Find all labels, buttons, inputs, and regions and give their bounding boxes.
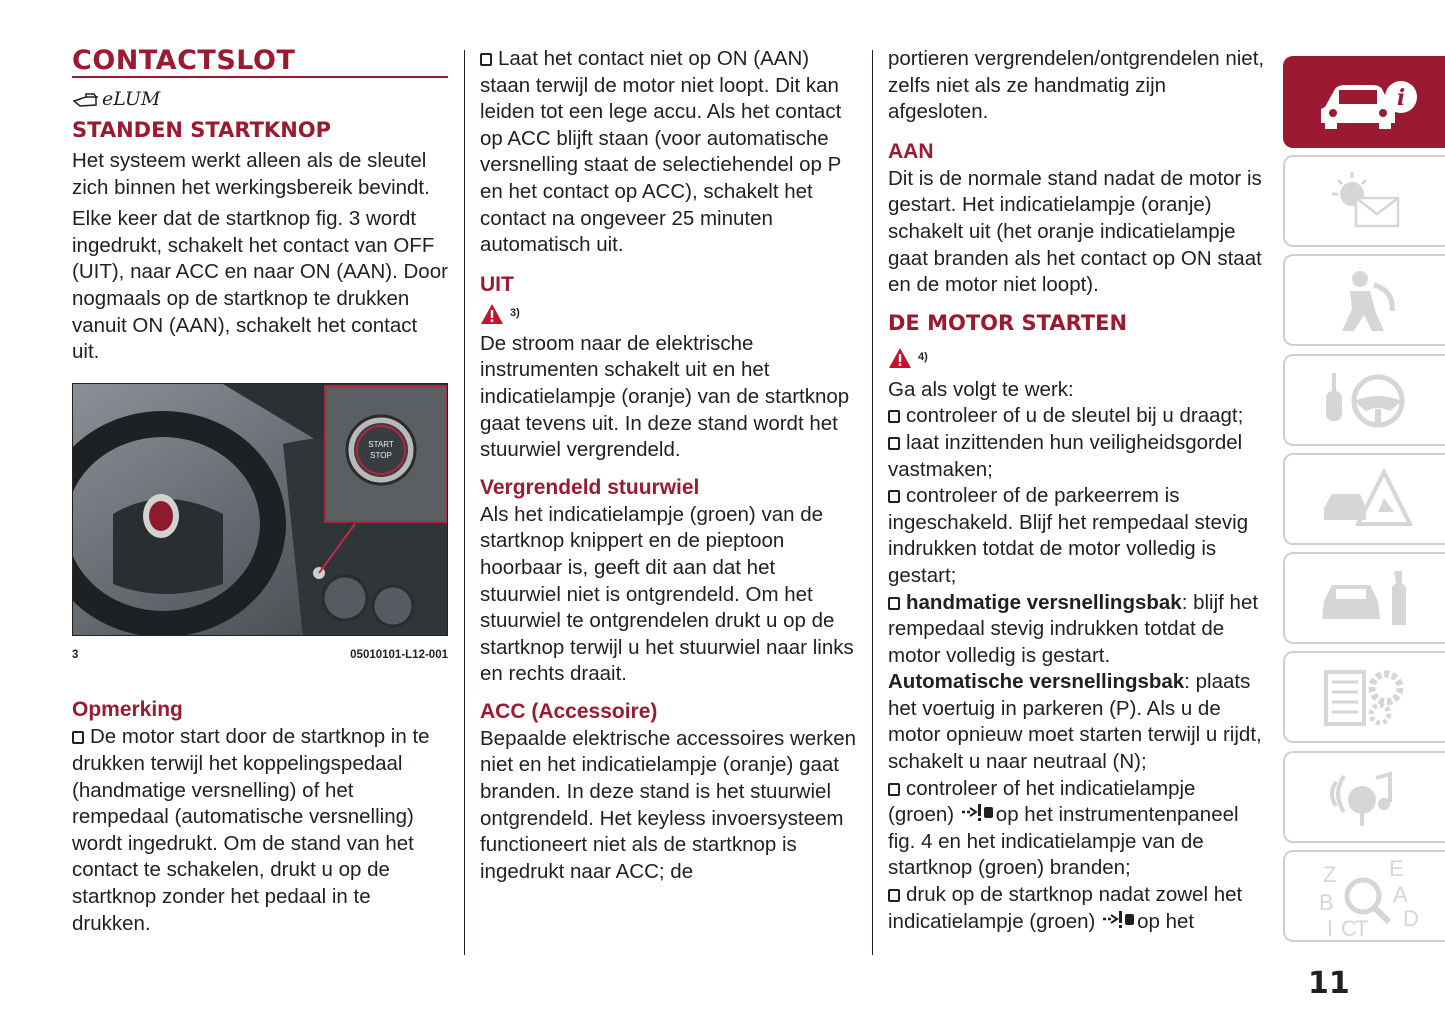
figure-code: 05010101-L12-001 — [350, 648, 448, 661]
checkbox-bullet-icon — [888, 437, 900, 450]
warning-ref-number: 3) — [510, 307, 520, 320]
warning-ref — [888, 343, 1266, 373]
list-item-text: : blijf het rempedaal stevig indrukken totdat de motor volledig is gestart. — [888, 590, 1259, 667]
section-vergrendeld-stuurwiel: Vergrendeld stuurwiel — [480, 475, 700, 499]
list-item-text: druk op de startknop nadat zowel het indicatielampje (groen) — [888, 883, 1243, 933]
tab-starting-driving[interactable] — [1283, 354, 1445, 446]
list-item-text: op het — [1137, 909, 1195, 933]
index-letter: T — [1355, 916, 1369, 936]
section-uit: UIT — [480, 272, 514, 296]
list-item — [888, 483, 1266, 589]
button-label-stop: STOP — [370, 450, 392, 460]
airbag-icon — [1310, 265, 1420, 335]
list-item — [888, 776, 1266, 882]
list-item — [888, 403, 1266, 430]
tab-specifications[interactable] — [1283, 651, 1445, 743]
lights-message-icon — [1310, 166, 1420, 236]
paragraph: Dit is de normale stand nadat de motor is gestart. Het indicatielampje (oranje) schakelt uit (het oranje indicatielampje gaat branden als het contact op ON staat en de motor niet loopt). — [888, 166, 1262, 297]
key-steering-icon — [1310, 365, 1420, 435]
warning-ref — [480, 299, 860, 329]
immobilizer-key-icon — [1101, 909, 1137, 931]
index-letter: Z — [1323, 862, 1337, 887]
tab-maintenance[interactable] — [1283, 552, 1445, 644]
column-divider — [464, 50, 465, 955]
paragraph-text: Laat het contact niet op ON (AAN) staan terwijl de motor niet loopt. Dit kan leiden tot een lege accu. Als het contact op ACC blijft staan (voor automatische versnelling staat de selectiehendel op P en het contact op ACC), schakelt het contact na ongeveer 25 minuten automatisch uit. — [480, 47, 842, 257]
note-title: Opmerking — [72, 698, 183, 722]
list-item-text: laat inzittenden hun veiligheidsgordel vastmaken; — [888, 430, 1243, 481]
list-item-text: controleer of het indicatielampje (groen) — [888, 776, 1196, 827]
checkbox-bullet-icon — [888, 783, 900, 796]
tab-emergency[interactable] — [1283, 453, 1445, 545]
warning-icon — [480, 303, 504, 325]
start-button-figure — [72, 383, 448, 636]
tab-multimedia[interactable] — [1283, 751, 1445, 843]
checkbox-bullet-icon — [888, 410, 900, 423]
immobilizer-key-icon — [960, 802, 996, 824]
paragraph: Het systeem werkt alleen als de sleutel zich binnen het werkingsbereik bevindt. — [72, 149, 430, 199]
index-letter: I — [1327, 916, 1334, 936]
checkbox-bullet-icon — [888, 597, 900, 610]
list-item — [888, 430, 1266, 483]
paragraph-text: : plaats het voertuig in parkeren (P). Als u de motor opnieuw moet starten terwijl u rijdt, schakelt u naar neutraal (N); — [888, 670, 1262, 774]
paragraph: Elke keer dat de startknop fig. 3 wordt ingedrukt, schakelt het contact van OFF (UIT), naar ACC en naar ON (AAN). Door nogmaals op de startknop te drukken vanuit ON (AAN), schakelt het contact uit. — [72, 207, 448, 364]
paragraph: De stroom naar de elektrische instrumenten schakelt uit en het indicatielampje (oranje) van de startknop gaat tevens uit. In deze stand wordt het stuurwiel vergrendeld. — [480, 331, 850, 462]
button-label-start: START — [368, 439, 394, 449]
tab-lights-messages[interactable] — [1283, 155, 1445, 247]
warning-icon — [888, 347, 912, 369]
column-divider — [872, 50, 873, 955]
car-info-icon — [1305, 67, 1425, 137]
list-item-text: controleer of u de sleutel bij u draagt; — [906, 404, 1244, 428]
list-item — [888, 590, 1266, 670]
specs-gear-icon — [1310, 662, 1420, 732]
index-letter: A — [1393, 882, 1408, 907]
figure-number: 3 — [72, 648, 79, 661]
page-title: CONTACTSLOT — [72, 46, 448, 78]
column-1 — [72, 46, 448, 937]
checkbox-bullet-icon — [888, 490, 900, 503]
paragraph: Bepaalde elektrische accessoires werken niet en het indicatielampje (oranje) gaat branden. In deze stand is het stuurwiel ontgrendeld. Het keyless invoersysteem functioneert niet als de startknop is ingedrukt naar ACC; de — [480, 726, 857, 883]
tab-safety[interactable] — [1283, 254, 1445, 346]
paragraph: Als het indicatielampje (groen) van de startknop knippert en de pieptoon hoorbaar is, geeft dit aan dat het stuurwiel niet is ontgrendeld. Om het stuurwiel te ontgrendelen drukt u op de startknop terwijl u het stuurwiel naar links en rechts draait. — [480, 502, 854, 686]
column-3 — [888, 46, 1266, 935]
paragraph: portieren vergrendelen/ontgrendelen niet, zelfs niet als ze handmatig zijn afgesloten. — [888, 47, 1265, 124]
pointing-hand-icon — [72, 89, 100, 109]
index-letter: D — [1403, 906, 1419, 931]
emergency-triangle-icon — [1310, 464, 1420, 534]
section-aan: AAN — [888, 139, 934, 163]
multimedia-icon — [1310, 762, 1420, 832]
page-number: 11 — [1308, 966, 1350, 1001]
section-de-motor-starten: DE MOTOR STARTEN — [888, 310, 1128, 335]
elum-label: eLUM — [102, 87, 161, 110]
elum-mark — [72, 84, 448, 114]
checkbox-bullet-icon — [480, 53, 492, 66]
section-acc: ACC (Accessoire) — [480, 699, 658, 723]
list-item — [888, 882, 1266, 935]
list-item-text: op het instrumentenpaneel fig. 4 en het indicatielampje van de startknop (groen) branden; — [888, 803, 1239, 880]
svg-text:i: i — [1396, 85, 1406, 111]
index-search-icon — [1305, 856, 1425, 936]
checkbox-bullet-icon — [888, 889, 900, 902]
figure-caption — [72, 642, 448, 669]
index-letter: E — [1389, 856, 1404, 881]
section-standen-startknop: STANDEN STARTKNOP — [72, 118, 332, 142]
tab-vehicle-info[interactable] — [1283, 56, 1445, 148]
warning-ref-number: 4) — [918, 351, 928, 364]
dashboard-illustration — [73, 384, 448, 636]
list-item-text: controleer of de parkeerrem is ingeschakeld. Blijf het rempedaal stevig indrukken totdat de motor volledig is gestart; — [888, 484, 1249, 587]
list-item-bold: handmatige versnellingsbak — [906, 590, 1182, 614]
checkbox-bullet-icon — [72, 731, 84, 744]
paragraph — [480, 46, 860, 259]
note-text-content: De motor start door de startknop in te drukken terwijl het koppelingspedaal (handmatige versnelling) of het rempedaal (automatische versnelling) wordt ingedrukt. Om de stand van het contact te schakelen, drukt u op de startknop zonder het pedaal in te drukken. — [72, 725, 430, 935]
paragraph — [888, 669, 1266, 775]
column-2 — [480, 46, 860, 885]
index-letter: C — [1341, 916, 1357, 936]
car-maintenance-icon — [1310, 563, 1420, 633]
tab-index[interactable] — [1283, 850, 1445, 942]
paragraph: Ga als volgt te werk: — [888, 377, 1074, 401]
note-text — [72, 724, 448, 937]
index-letter: B — [1319, 890, 1334, 915]
paragraph-bold: Automatische versnellingsbak — [888, 670, 1185, 694]
